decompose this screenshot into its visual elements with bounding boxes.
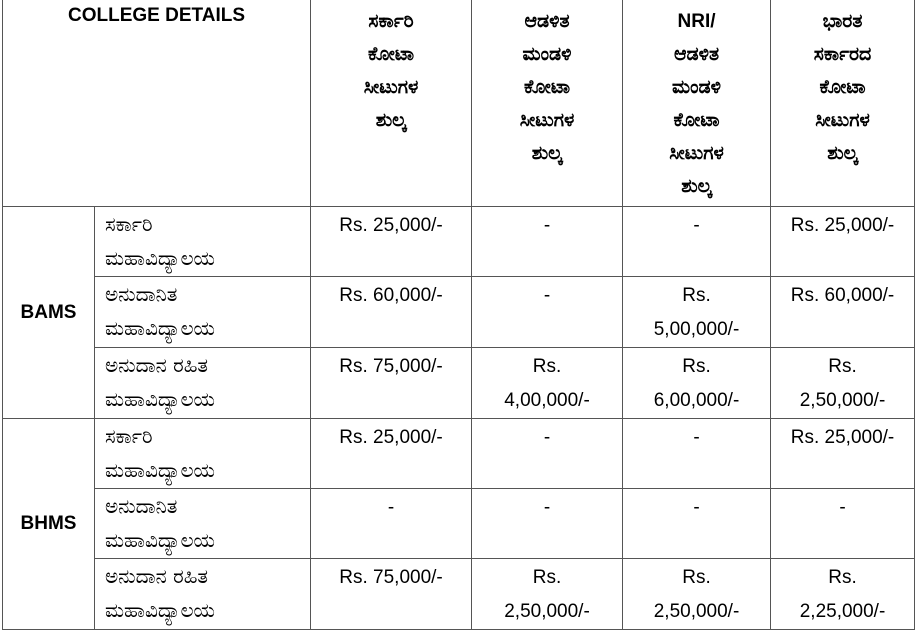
college-line: ಅನುದಾನಿತ — [105, 282, 178, 306]
fee-line: 2,50,000/- — [653, 601, 740, 622]
fee-line: Rs. — [532, 356, 562, 377]
header-govt-quota-fee — [311, 0, 472, 207]
fee-line: - — [693, 215, 700, 236]
header-line: ಕೋಟಾ — [673, 109, 720, 131]
college-line: ಮಹಾವಿದ್ಯಾಲಯ — [105, 458, 215, 482]
college-type-cell — [95, 559, 311, 630]
college-line: ಅನುದಾನಿತ — [105, 494, 178, 518]
fee-central — [771, 207, 915, 277]
fee-line: 2,50,000/- — [799, 390, 886, 411]
fee-line: Rs. 75,000/- — [339, 567, 443, 588]
fee-nri — [623, 277, 771, 348]
header-line: ಶುಲ್ಕ — [531, 142, 563, 164]
fee-line: Rs. — [532, 567, 562, 588]
fee-nri — [623, 559, 771, 630]
fee-line: - — [387, 497, 395, 518]
college-line: ಸರ್ಕಾರಿ — [105, 424, 153, 448]
course-name-bhms: BHMS — [3, 419, 95, 630]
fee-line: Rs. 25,000/- — [790, 427, 895, 448]
table-row — [3, 207, 915, 277]
fee-line: Rs. — [682, 285, 711, 306]
college-line: ಮಹಾವಿದ್ಯಾಲಯ — [105, 528, 215, 552]
fee-govt — [311, 207, 472, 277]
fee-line: Rs. 25,000/- — [339, 427, 443, 448]
table-row — [3, 489, 915, 559]
header-row — [3, 0, 915, 207]
header-line: ಸೀಟುಗಳ — [669, 142, 724, 164]
fee-line: - — [693, 427, 700, 448]
fee-line: Rs. 60,000/- — [339, 285, 443, 306]
fee-line: Rs. 25,000/- — [790, 215, 895, 236]
header-central-quota-fee — [771, 0, 915, 207]
fee-mgmt — [472, 419, 623, 489]
fee-line: Rs. — [682, 356, 711, 377]
college-type-cell — [95, 489, 311, 559]
fee-line: - — [543, 285, 551, 306]
fee-central — [771, 419, 915, 489]
fee-govt — [311, 419, 472, 489]
header-line: ಶುಲ್ಕ — [681, 175, 712, 197]
fee-line: Rs. 25,000/- — [339, 215, 443, 236]
table-row — [3, 348, 915, 419]
college-line: ಮಹಾವಿದ್ಯಾಲಯ — [105, 246, 215, 270]
college-line: ಅನುದಾನ ರಹಿತ — [105, 353, 209, 377]
fee-govt — [311, 348, 472, 419]
fee-line: Rs. — [828, 567, 857, 588]
fee-mgmt — [472, 277, 623, 348]
fee-central — [771, 489, 915, 559]
fee-line: Rs. 60,000/- — [790, 285, 895, 306]
table-row — [3, 559, 915, 630]
fee-line: 2,50,000/- — [504, 601, 590, 622]
college-type-cell — [95, 419, 311, 489]
fee-line: Rs. — [682, 567, 711, 588]
college-line: ಅನುದಾನ ರಹಿತ — [105, 564, 209, 588]
table-row — [3, 419, 915, 489]
header-line: ಕೋಟಾ — [367, 43, 415, 65]
college-line: ಮಹಾವಿದ್ಯಾಲಯ — [105, 598, 215, 622]
table-row — [3, 277, 915, 348]
fee-line: 2,25,000/- — [799, 601, 886, 622]
header-line: ಸೀಟುಗಳ — [519, 109, 575, 131]
header-line: ಮಂಡಳಿ — [522, 43, 572, 65]
fee-line: - — [839, 497, 846, 518]
header-line: ಸೀಟುಗಳ — [363, 76, 419, 98]
fee-mgmt — [472, 489, 623, 559]
college-line: ಸರ್ಕಾರಿ — [105, 212, 153, 236]
header-line: ಶುಲ್ಕ — [375, 109, 407, 131]
fee-nri — [623, 489, 771, 559]
header-college-details: COLLEGE DETAILS — [3, 0, 311, 207]
fee-nri — [623, 207, 771, 277]
fee-line: - — [543, 427, 551, 448]
header-line: NRI/ — [677, 11, 716, 32]
college-type-cell — [95, 207, 311, 277]
fee-line: 5,00,000/- — [653, 319, 740, 340]
fee-central — [771, 559, 915, 630]
fee-govt — [311, 489, 472, 559]
fee-line: Rs. 75,000/- — [339, 356, 443, 377]
fee-central — [771, 348, 915, 419]
fee-govt — [311, 277, 472, 348]
fee-nri — [623, 348, 771, 419]
header-line: ಸೀಟುಗಳ — [815, 109, 870, 131]
fee-table — [2, 0, 915, 630]
header-line: ಸರ್ಕಾರಿ — [368, 10, 414, 32]
college-line: ಮಹಾವಿದ್ಯಾಲಯ — [105, 387, 215, 411]
college-type-cell — [95, 348, 311, 419]
header-nri-quota-fee — [623, 0, 771, 207]
fee-line: Rs. — [828, 356, 857, 377]
header-line: ಸರ್ಕಾರದ — [813, 43, 872, 65]
fee-mgmt — [472, 559, 623, 630]
college-line: ಮಹಾವಿದ್ಯಾಲಯ — [105, 316, 215, 340]
header-line: ಕೋಟಾ — [523, 76, 571, 98]
header-line: ಭಾರತ — [822, 10, 863, 32]
fee-govt — [311, 559, 472, 630]
header-line: ಕೋಟಾ — [819, 76, 866, 98]
header-line: ಆಡಳಿತ — [524, 10, 570, 32]
fee-nri — [623, 419, 771, 489]
fee-mgmt — [472, 207, 623, 277]
header-line: ಆಡಳಿತ — [673, 43, 720, 65]
fee-central — [771, 277, 915, 348]
college-type-cell — [95, 277, 311, 348]
header-mgmt-quota-fee — [472, 0, 623, 207]
fee-line: - — [693, 497, 700, 518]
fee-mgmt — [472, 348, 623, 419]
fee-line: 4,00,000/- — [504, 390, 590, 411]
header-line: ಶುಲ್ಕ — [827, 142, 858, 164]
course-name-bams: BAMS — [3, 207, 95, 419]
fee-line: 6,00,000/- — [653, 390, 740, 411]
header-line: ಮಂಡಳಿ — [672, 76, 721, 98]
fee-line: - — [543, 497, 551, 518]
fee-line: - — [543, 215, 551, 236]
